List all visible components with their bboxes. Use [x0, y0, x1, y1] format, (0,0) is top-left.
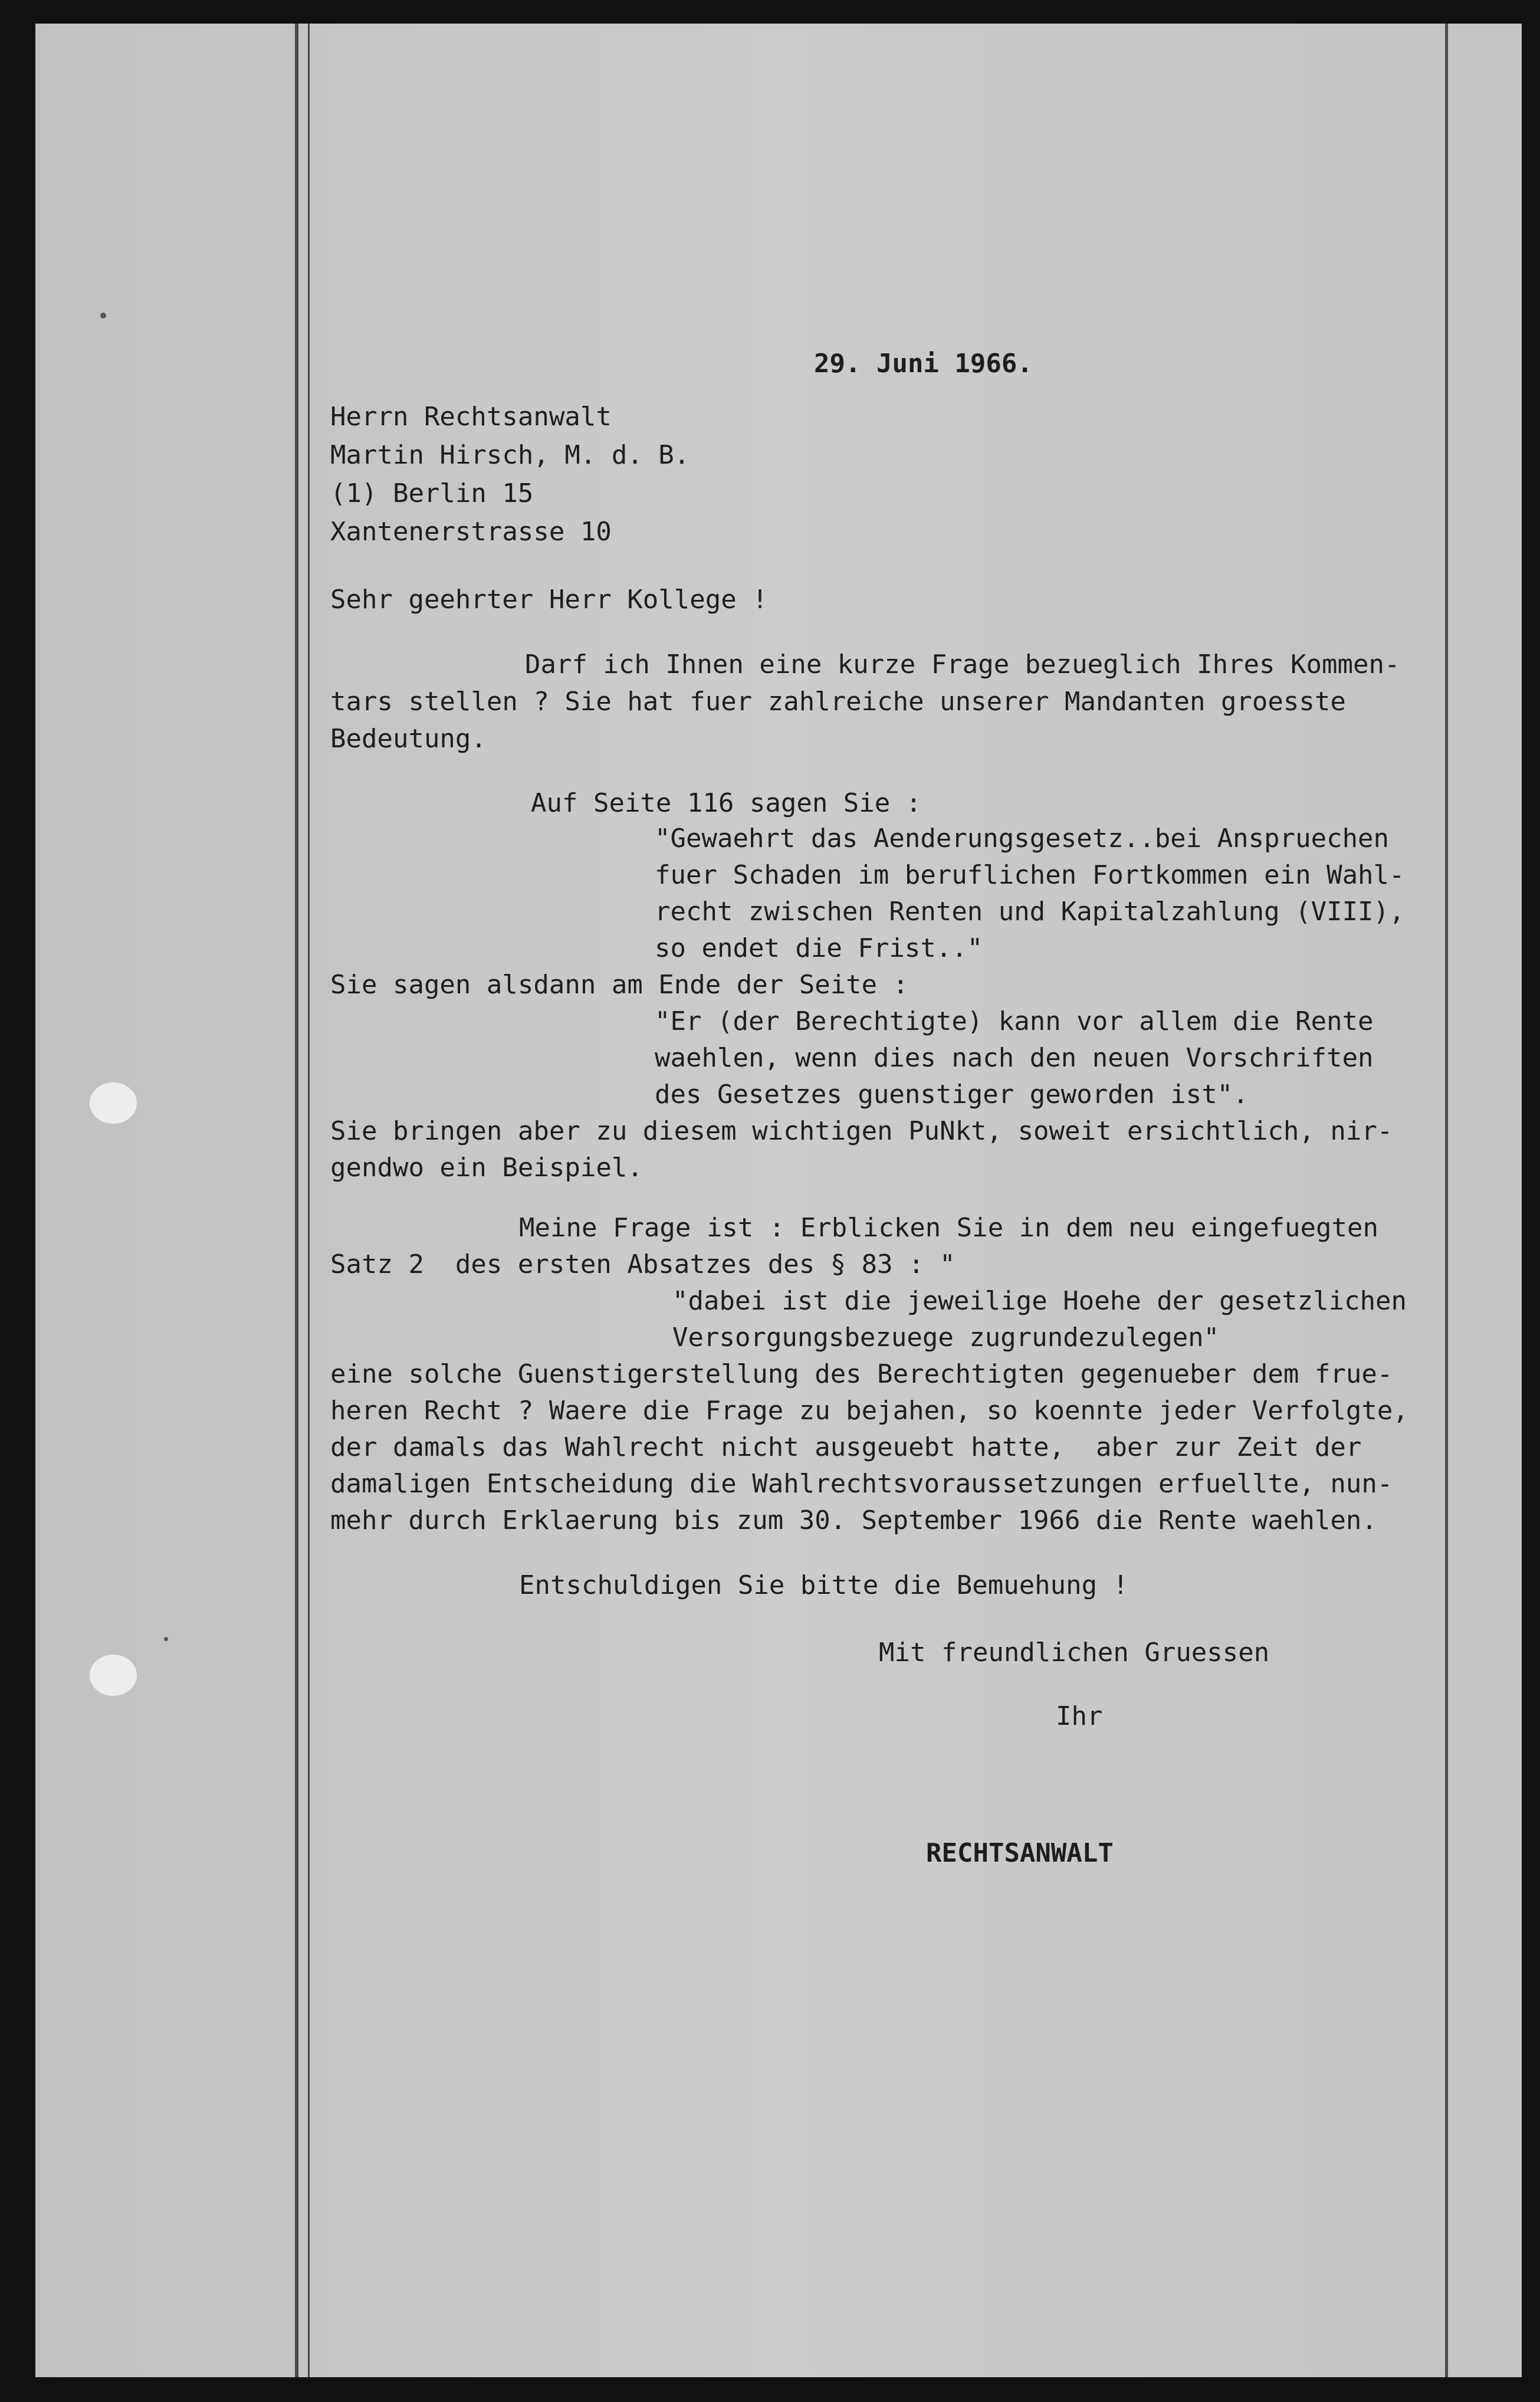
- paragraph-line: Satz 2 des ersten Absatzes des § 83 : ": [330, 1249, 955, 1279]
- paragraph-line: heren Recht ? Waere die Frage zu bejahen, so koennte jeder Verfolgte,: [330, 1396, 1408, 1426]
- paragraph-line: Meine Frage ist : Erblicken Sie in dem neu eingefuegten: [519, 1213, 1378, 1243]
- closing: Mit freundlichen Gruessen: [879, 1638, 1270, 1668]
- quote-line: "dabei ist die jeweilige Hoehe der gesetzlichen: [672, 1286, 1407, 1316]
- left-margin-line-inner: [308, 24, 310, 2377]
- apology: Entschuldigen Sie bitte die Bemuehung !: [519, 1570, 1129, 1600]
- letter-sheet: [35, 24, 1522, 2377]
- quote-line: fuer Schaden im beruflichen Fortkommen ein Wahl-: [655, 860, 1405, 890]
- salutation: Sehr geehrter Herr Kollege !: [330, 585, 768, 615]
- address-line: (1) Berlin 15: [330, 478, 534, 508]
- paper-speck: [164, 1637, 168, 1641]
- paragraph-line: Darf ich Ihnen eine kurze Frage bezueglich Ihres Kommen-: [525, 649, 1400, 680]
- signature-title: RECHTSANWALT: [926, 1838, 1114, 1868]
- quote-line: Versorgungsbezuege zugrundezulegen": [672, 1323, 1220, 1353]
- paragraph-line: eine solche Guenstigerstellung des Berechtigten gegenueber dem frue-: [330, 1359, 1393, 1389]
- paragraph-line: der damals das Wahlrecht nicht ausgeuebt hatte, aber zur Zeit der: [330, 1432, 1362, 1462]
- quote-line: "Er (der Berechtigte) kann vor allem die Rente: [655, 1006, 1374, 1036]
- paragraph-line: gendwo ein Beispiel.: [330, 1153, 643, 1183]
- address-line: Martin Hirsch, M. d. B.: [330, 440, 690, 470]
- quote-line: so endet die Frist..": [655, 933, 983, 963]
- address-line: Xantenerstrasse 10: [330, 517, 612, 547]
- letter-date: 29. Juni 1966.: [814, 349, 1033, 379]
- address-line: Herrn Rechtsanwalt: [330, 402, 612, 432]
- right-margin-line: [1445, 24, 1448, 2377]
- paragraph-line: mehr durch Erklaerung bis zum 30. September 1966 die Rente waehlen.: [330, 1505, 1377, 1535]
- paragraph-line: Sie bringen aber zu diesem wichtigen PuNkt, soweit ersichtlich, nir-: [330, 1116, 1393, 1146]
- paragraph-line: Sie sagen alsdann am Ende der Seite :: [330, 970, 909, 1000]
- closing-yours: Ihr: [1056, 1701, 1103, 1731]
- page-reference: Auf Seite 116 sagen Sie :: [531, 788, 922, 818]
- paragraph-line: Bedeutung.: [330, 724, 487, 754]
- punch-hole-top: [90, 1082, 137, 1124]
- quote-line: "Gewaehrt das Aenderungsgesetz..bei Anspruechen: [655, 823, 1390, 854]
- quote-line: waehlen, wenn dies nach den neuen Vorschriften: [655, 1043, 1374, 1073]
- punch-hole-bottom: [90, 1655, 137, 1696]
- left-margin-line: [295, 24, 298, 2377]
- quote-line: des Gesetzes guenstiger geworden ist".: [655, 1079, 1249, 1110]
- quote-line: recht zwischen Renten und Kapitalzahlung (VIII),: [655, 897, 1405, 927]
- paper-speck: [100, 313, 106, 319]
- paragraph-line: damaligen Entscheidung die Wahlrechtsvoraussetzungen erfuellte, nun-: [330, 1469, 1393, 1499]
- paragraph-line: tars stellen ? Sie hat fuer zahlreiche unserer Mandanten groesste: [330, 687, 1346, 717]
